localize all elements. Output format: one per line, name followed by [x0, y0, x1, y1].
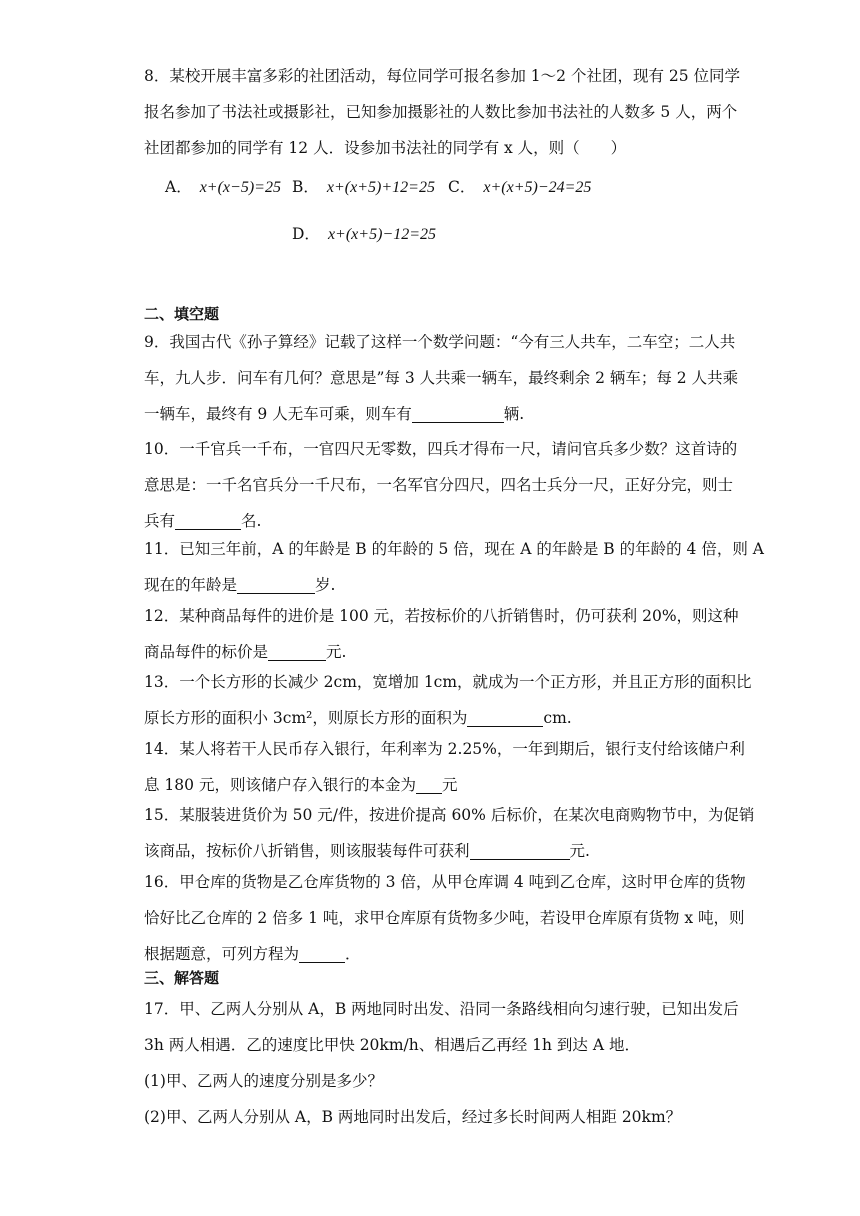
- question-12: [144, 598, 739, 670]
- question-9-line-1: 9．我国古代《孙子算经》记载了这样一个数学问题：“今有三人共车，二车空；二人共: [144, 333, 736, 351]
- question-8-line-3: 社团都参加的同学有 12 人．设参加书法社的同学有 x 人，则（ ）: [144, 139, 627, 157]
- question-13-unit: cm.: [543, 709, 572, 727]
- question-10-line-2: 意思是：一千名官兵分一千尺布，一名军官分四尺，四名士兵分一尺，正好分完，则士: [144, 476, 734, 494]
- question-8-option-a[interactable]: [165, 175, 281, 200]
- question-15-text: 该商品，按标价八折销售，则该服装每件可获利: [144, 842, 470, 860]
- option-d-letter: D．: [292, 225, 320, 243]
- question-9-text: 一辆车，最终有 9 人无车可乘，则车有: [144, 405, 412, 423]
- question-11: [144, 531, 764, 603]
- question-12-answer-blank[interactable]: [268, 642, 326, 661]
- question-17-line-2: 3h 两人相遇．乙的速度比甲快 20km/h、相遇后乙再经 1h 到达 A 地．: [144, 1036, 640, 1054]
- question-13: [144, 664, 752, 736]
- question-11-text: 现在的年龄是: [144, 576, 238, 594]
- question-14: [144, 731, 745, 803]
- question-15-unit: 元.: [569, 842, 590, 860]
- question-8: [144, 58, 741, 166]
- option-c-expression: x+(x+5)−24=25: [483, 179, 592, 196]
- question-17-part-1: (1)甲、乙两人的速度分别是多少？: [144, 1072, 383, 1090]
- question-14-text: 息 180 元，则该储户存入银行的本金为: [144, 776, 416, 794]
- question-9-unit: 辆.: [503, 405, 525, 423]
- question-16-line-2: 恰好比乙仓库的 2 倍多 1 吨，求甲仓库原有货物多少吨，若设甲仓库原有货物 x 吨，则: [144, 909, 745, 927]
- question-16-answer-blank[interactable]: [299, 944, 345, 963]
- option-b-letter: B．: [292, 178, 319, 196]
- question-11-line-1: 11．已知三年前，A 的年龄是 B 的年龄的 5 倍，现在 A 的年龄是 B 的年龄的 4 倍，则 A: [144, 540, 764, 558]
- question-12-line-1: 12．某种商品每件的进价是 100 元，若按标价的八折销售时，仍可获利 20%，则这种: [144, 607, 739, 625]
- question-16-line-3: [144, 936, 720, 972]
- question-11-answer-blank[interactable]: [237, 575, 315, 594]
- question-14-line-1: 14．某人将若干人民币存入银行，年利率为 2.25%，一年到期后，银行支付给该储户利: [144, 740, 745, 758]
- option-d-expression: x+(x+5)−12=25: [327, 226, 436, 243]
- option-b-expression: x+(x+5)+12=25: [326, 179, 435, 196]
- question-14-unit: 元: [441, 776, 458, 794]
- option-c-letter: C．: [448, 178, 476, 196]
- question-16: [144, 864, 746, 972]
- question-9: [144, 324, 739, 432]
- question-12-unit: 元.: [326, 643, 347, 661]
- question-10-unit: 名.: [241, 512, 262, 530]
- option-a-letter: A．: [165, 178, 192, 196]
- question-8-option-c[interactable]: [448, 175, 591, 200]
- question-15-line-1: 15．某服装进货价为 50 元/件，按进价提高 60% 后标价，在某次电商购物节中，为促销: [144, 806, 755, 824]
- question-13-text: 原长方形的面积小 3cm²，则原长方形的面积为: [144, 709, 468, 727]
- question-8-option-b[interactable]: [292, 175, 435, 200]
- question-9-answer-blank[interactable]: [412, 404, 504, 423]
- section-title-solve: 三、解答题: [144, 969, 220, 987]
- question-10-answer-blank[interactable]: [175, 511, 241, 530]
- question-16-text: 根据题意，可列方程为: [144, 945, 300, 963]
- option-a-expression: x+(x−5)=25: [199, 179, 281, 196]
- question-16-period: ．: [345, 945, 361, 963]
- question-12-text: 商品每件的标价是: [144, 643, 269, 661]
- question-10-text: 兵有: [144, 512, 176, 530]
- question-13-answer-blank[interactable]: [467, 708, 543, 727]
- question-10-line-1: 10．一千官兵一千布，一官四尺无零数，四兵才得布一尺，请问官兵多少数？这首诗的: [144, 440, 738, 458]
- question-17: [144, 991, 739, 1135]
- question-14-answer-blank[interactable]: [416, 775, 442, 794]
- question-15-answer-blank[interactable]: [470, 841, 570, 860]
- question-8-option-d[interactable]: [292, 222, 436, 247]
- section-title-fill-in: 二、填空题: [144, 305, 220, 323]
- question-15: [144, 797, 755, 869]
- question-11-unit: 岁.: [315, 576, 336, 594]
- question-17-part-2: (2)甲、乙两人分别从 A，B 两地同时出发后，经过多长时间两人相距 20km？: [144, 1108, 682, 1126]
- question-9-line-2: 车，九人步．问车有几何？意思是”每 3 人共乘一辆车，最终剩余 2 辆车；每 2 人共乘: [144, 369, 739, 387]
- question-8-line-2: 报名参加了书法社或摄影社，已知参加摄影社的人数比参加书法社的人数多 5 人，两个: [144, 103, 738, 121]
- question-17-line-1: 17．甲、乙两人分别从 A，B 两地同时出发、沿同一条路线相向匀速行驶，已知出发后: [144, 1000, 739, 1018]
- question-13-line-1: 13．一个长方形的长减少 2cm，宽增加 1cm，就成为一个正方形，并且正方形的面积比: [144, 673, 752, 691]
- question-16-line-1: 16．甲仓库的货物是乙仓库货物的 3 倍，从甲仓库调 4 吨到乙仓库，这时甲仓库的货物: [144, 873, 746, 891]
- question-9-line-3: [144, 396, 720, 432]
- question-8-line-1: 8．某校开展丰富多彩的社团活动，每位同学可报名参加 1～2 个社团，现有 25 位同学: [144, 67, 741, 85]
- question-10: [144, 431, 738, 539]
